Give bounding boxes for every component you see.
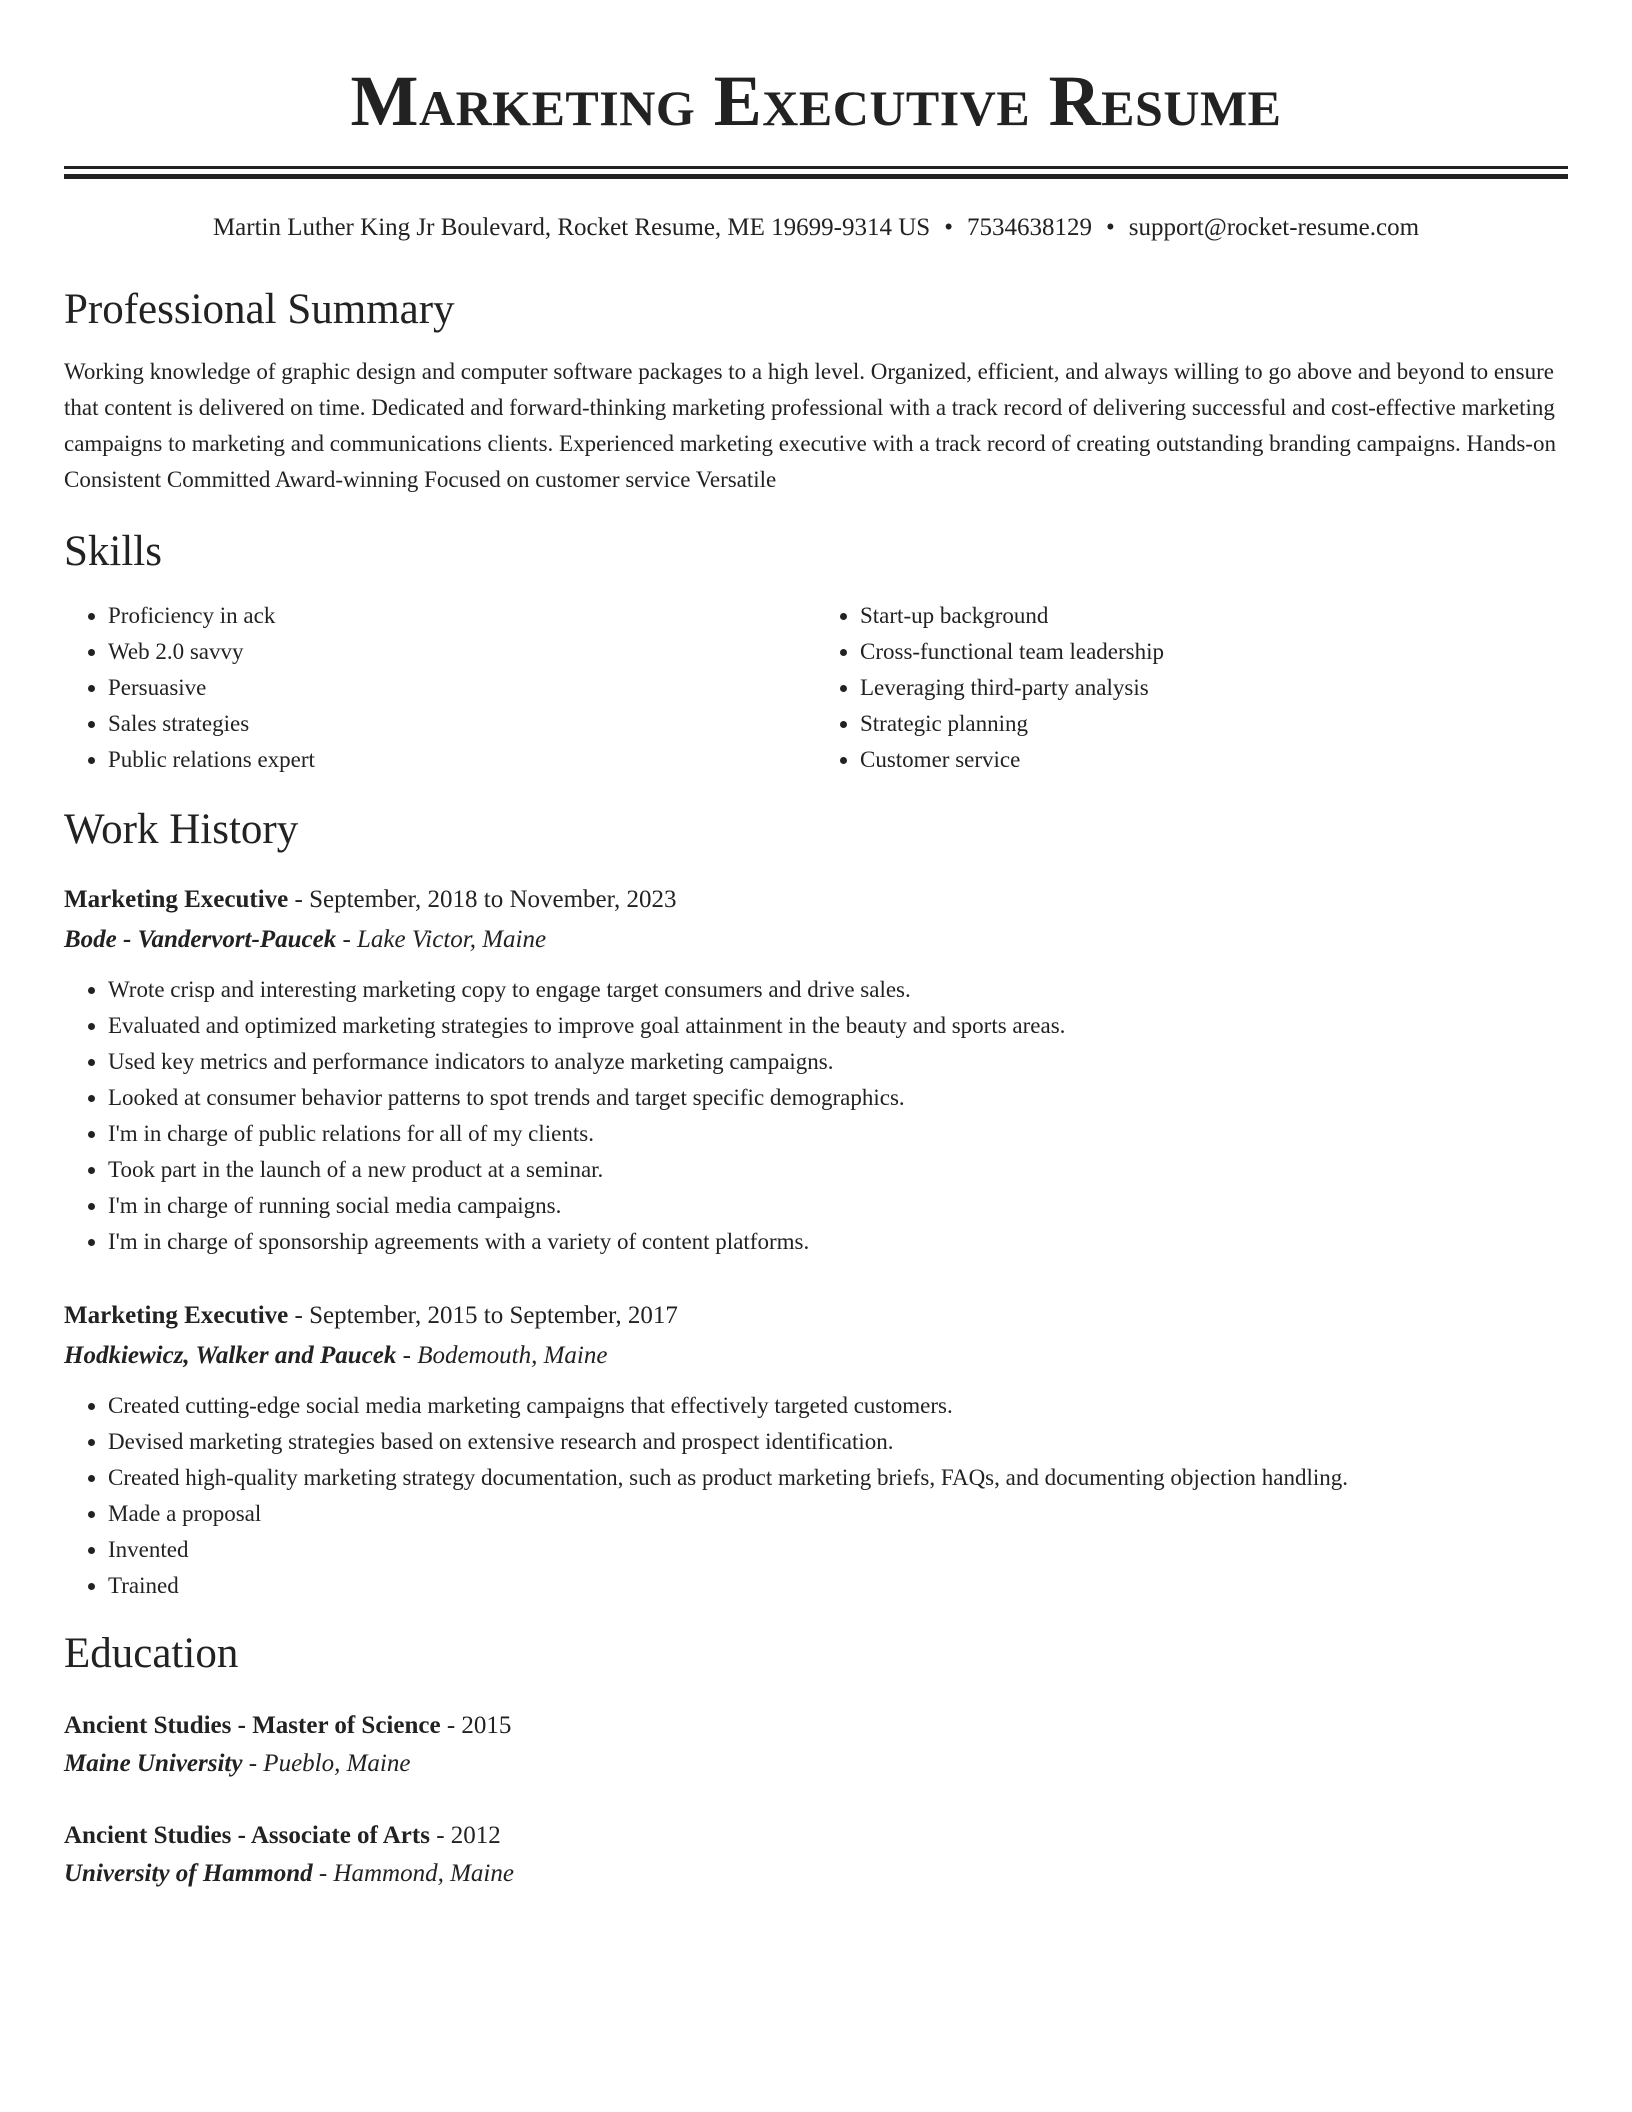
degree-line xyxy=(64,1708,1568,1744)
summary-text: Working knowledge of graphic design and computer software packages to a high level. Organized, efficient, and always willing to go above and beyond to ensure that content is delivered on time. Dedicated and forward-thinking marketing professional with a track record of delivering successful and cost-effective marketing campaigns to marketing and communications clients. Experienced marketing executive with a track record of creating outstanding branding campaigns. Hands-on Consistent Committed Award-winning Focused on customer service Versatile xyxy=(64,359,1556,492)
contact-email: support@rocket-resume.com xyxy=(1128,214,1420,241)
job-bullet: • Made a proposal xyxy=(108,1496,1568,1532)
degree-line xyxy=(64,1818,1568,1854)
company-name: Hodkiewicz, Walker and Paucek xyxy=(64,1342,397,1369)
skill-item: • Web 2.0 savvy xyxy=(108,634,816,670)
job-title-line xyxy=(64,882,1568,918)
contact-address: Martin Luther King Jr Boulevard, Rocket Resume, ME 19699-9314 US xyxy=(212,214,931,241)
degree-name: Ancient Studies - Master of Science xyxy=(64,1712,441,1739)
job-bullet: • I'm in charge of running social media campaigns. xyxy=(108,1188,1568,1224)
contact-separator: • xyxy=(944,214,953,241)
job-bullet: • Used key metrics and performance indicators to analyze marketing campaigns. xyxy=(108,1044,1568,1080)
job-bullet: • Trained xyxy=(108,1568,1568,1604)
school-name: Maine University xyxy=(64,1750,243,1777)
school-line xyxy=(64,1856,1568,1892)
job-bullet: • Created high-quality marketing strategy documentation, such as product marketing briefs, FAQs, and documenting objection handling. xyxy=(108,1460,1568,1496)
job-bullets xyxy=(64,972,1568,1260)
skills-columns xyxy=(64,598,1568,778)
school-location: - Pueblo, Maine xyxy=(242,1750,411,1777)
summary-heading: Professional Summary xyxy=(64,286,455,333)
degree-year: - 2015 xyxy=(440,1712,512,1739)
job-bullet: • I'm in charge of public relations for all of my clients. xyxy=(108,1116,1568,1152)
job-title-line xyxy=(64,1298,1568,1334)
job-title: Marketing Executive xyxy=(64,886,289,913)
job-entry xyxy=(64,882,1568,1260)
skill-item: • Persuasive xyxy=(108,670,816,706)
work-history-heading: Work History xyxy=(64,806,299,853)
job-bullet: • Wrote crisp and interesting marketing copy to engage target consumers and drive sales. xyxy=(108,972,1568,1008)
school-name: University of Hammond xyxy=(64,1860,313,1887)
contact-phone: 7534638129 xyxy=(966,214,1092,241)
title-double-rule xyxy=(64,166,1568,179)
job-dates: - September, 2018 to November, 2023 xyxy=(288,886,677,913)
company-line xyxy=(64,922,1568,958)
skills-list-left xyxy=(64,598,816,778)
school-location: - Hammond, Maine xyxy=(312,1860,514,1887)
skill-item: • Leveraging third-party analysis xyxy=(860,670,1568,706)
job-bullet: • Evaluated and optimized marketing strategies to improve goal attainment in the beauty and sports areas. xyxy=(108,1008,1568,1044)
job-bullet: • I'm in charge of sponsorship agreements with a variety of content platforms. xyxy=(108,1224,1568,1260)
contact-line xyxy=(64,212,1568,244)
school-line xyxy=(64,1746,1568,1782)
skills-list-right xyxy=(816,598,1568,778)
job-bullet: • Took part in the launch of a new product at a seminar. xyxy=(108,1152,1568,1188)
skill-item: • Strategic planning xyxy=(860,706,1568,742)
degree-year: - 2012 xyxy=(429,1822,501,1849)
company-location: - Bodemouth, Maine xyxy=(396,1342,608,1369)
resume-title: Marketing Executive Resume xyxy=(350,61,1282,141)
skill-item: • Cross-functional team leadership xyxy=(860,634,1568,670)
degree-name: Ancient Studies - Associate of Arts xyxy=(64,1822,430,1849)
job-bullets xyxy=(64,1388,1568,1604)
job-entry xyxy=(64,1298,1568,1604)
education-entry xyxy=(64,1708,1568,1782)
contact-separator: • xyxy=(1105,214,1115,241)
company-line xyxy=(64,1338,1568,1374)
skill-item: • Customer service xyxy=(860,742,1568,778)
job-title: Marketing Executive xyxy=(64,1302,289,1329)
skill-item: • Public relations expert xyxy=(108,742,816,778)
company-location: - Lake Victor, Maine xyxy=(336,926,547,953)
job-bullet: • Looked at consumer behavior patterns to spot trends and target specific demographics. xyxy=(108,1080,1568,1116)
job-bullet: • Devised marketing strategies based on extensive research and prospect identification. xyxy=(108,1424,1568,1460)
job-bullet: • Invented xyxy=(108,1532,1568,1568)
company-name: Bode - Vandervort-Paucek xyxy=(64,926,337,953)
education-entry xyxy=(64,1818,1568,1892)
job-dates: - September, 2015 to September, 2017 xyxy=(288,1302,678,1329)
skill-item: • Proficiency in ack xyxy=(108,598,816,634)
skill-item: • Start-up background xyxy=(860,598,1568,634)
education-heading: Education xyxy=(64,1630,239,1677)
skills-heading: Skills xyxy=(64,528,162,575)
job-bullet: • Created cutting-edge social media marketing campaigns that effectively targeted customers. xyxy=(108,1388,1568,1424)
skill-item: • Sales strategies xyxy=(108,706,816,742)
